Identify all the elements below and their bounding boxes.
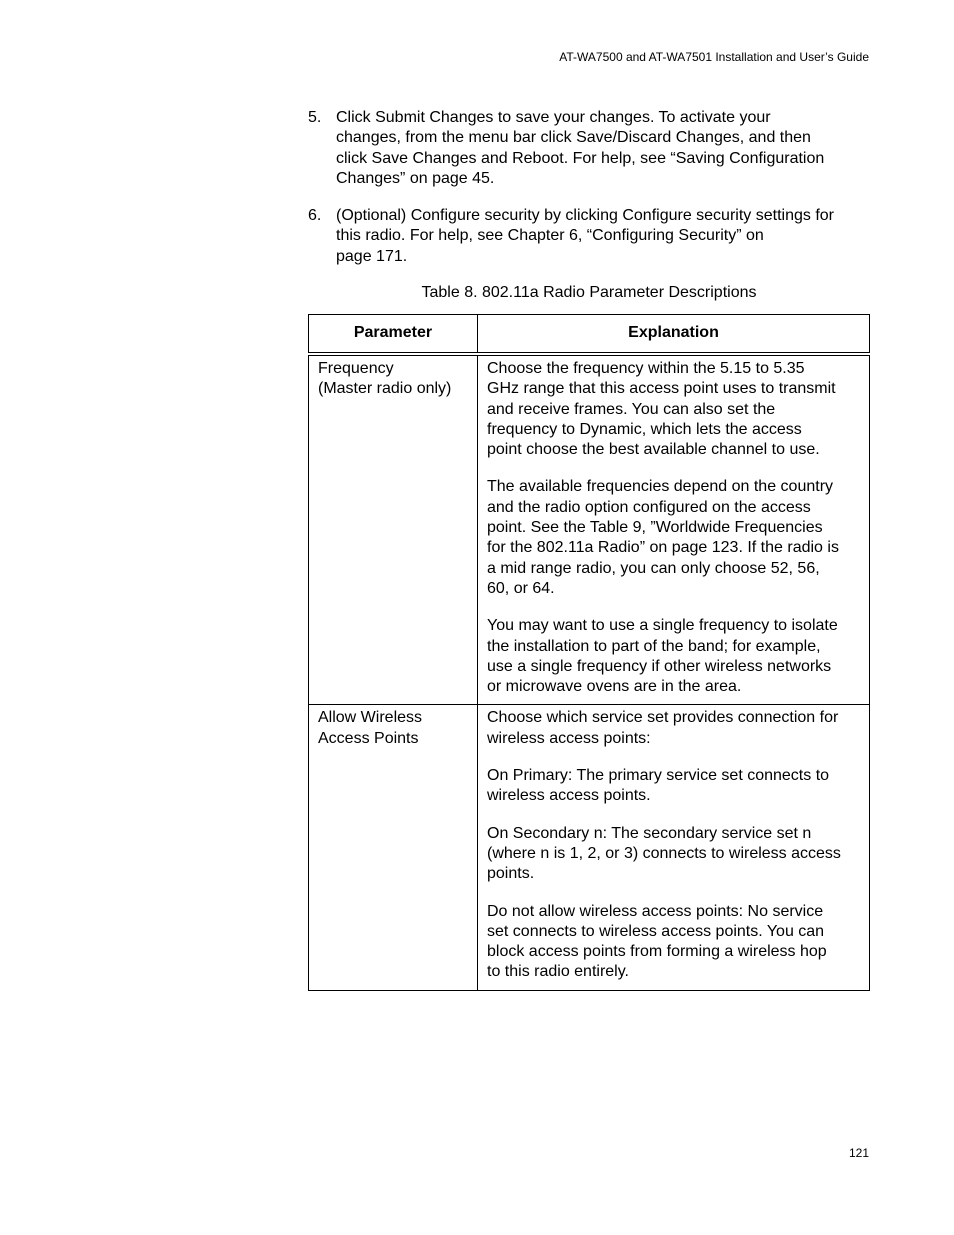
page-number: 121 (848, 1146, 869, 1160)
explanation-line: to this radio entirely. (487, 963, 629, 981)
table-caption: Table 8. 802.11a Radio Parameter Descriptions (421, 284, 757, 301)
explanation-line: block access points from forming a wireless hop (487, 943, 827, 961)
explanation-line: 60, or 64. (487, 579, 555, 597)
explanation-line: and receive frames. You can also set the (487, 400, 776, 418)
explanation-line: wireless access points. (487, 787, 651, 805)
parameter-cell (309, 705, 478, 990)
step-6 (308, 206, 874, 267)
explanation-cell (478, 354, 870, 705)
explanation-line: and the radio option configured on the access (487, 498, 811, 516)
explanation-line: point. See the Table 9, ”Worldwide Frequencies (487, 519, 823, 537)
parameter-cell (309, 354, 478, 705)
explanation-line: use a single frequency if other wireless networks (487, 657, 832, 675)
parameter-line: Frequency (318, 360, 394, 377)
step-line: Changes” on page 45. (336, 169, 495, 187)
running-header: AT-WA7500 and AT-WA7501 Installation and User’s Guide (559, 50, 869, 64)
step-line: Click Submit Changes to save your changes. To activate your (336, 109, 771, 126)
step-number: 6. (308, 207, 322, 225)
table-row (309, 705, 870, 990)
explanation-cell (478, 705, 870, 990)
explanation-line: wireless access points: (487, 729, 651, 747)
explanation-line: a mid range radio, you can only choose 52, 56, (487, 559, 820, 577)
step-line: this radio. For help, see Chapter 6, “Configuring Security” on (336, 227, 764, 245)
explanation-line: On Secondary n: The secondary service set n (487, 824, 812, 842)
explanation-line: point choose the best available channel to use. (487, 441, 820, 459)
step-5 (308, 108, 874, 189)
explanation-line: or microwave ovens are in the area. (487, 678, 742, 696)
explanation-line: GHz range that this access point uses to transmit (487, 380, 836, 398)
explanation-paragraph (487, 824, 861, 885)
explanation-line: The available frequencies depend on the country (487, 478, 834, 496)
explanation-line: Choose the frequency within the 5.15 to 5.35 (487, 360, 805, 377)
parameter-line: Access Points (318, 729, 419, 747)
explanation-paragraph (487, 616, 861, 697)
explanation-paragraph (487, 902, 861, 983)
explanation-line: On Primary: The primary service set connects to (487, 767, 830, 785)
step-line: click Save Changes and Reboot. For help, see “Saving Configuration (336, 149, 825, 167)
header-parameter: Parameter (309, 315, 478, 355)
explanation-line: set connects to wireless access points. You can (487, 922, 825, 940)
step-number: 5. (308, 109, 322, 126)
header-explanation: Explanation (478, 315, 870, 355)
explanation-line: points. (487, 865, 535, 883)
step-line: changes, from the menu bar click Save/Discard Changes, and then (336, 129, 811, 147)
parameter-line: Allow Wireless (318, 709, 423, 727)
explanation-line: You may want to use a single frequency to isolate (487, 617, 838, 635)
explanation-paragraph (487, 477, 861, 599)
step-line: (Optional) Configure security by clicking Configure security settings for (336, 207, 834, 225)
explanation-paragraph (487, 708, 861, 749)
explanation-paragraph (487, 766, 861, 807)
explanation-line: Choose which service set provides connection for (487, 709, 839, 727)
explanation-line: Do not allow wireless access points: No service (487, 902, 824, 920)
explanation-line: for the 802.11a Radio” on page 123. If the radio is (487, 539, 839, 557)
procedure-steps (308, 108, 874, 284)
explanation-line: frequency to Dynamic, which lets the access (487, 420, 802, 438)
table-header-row (309, 315, 870, 355)
explanation-line: (where n is 1, 2, or 3) connects to wireless access (487, 844, 841, 862)
explanation-line: the installation to part of the band; for example, (487, 637, 821, 655)
parameter-line: (Master radio only) (318, 380, 452, 398)
table-row (309, 354, 870, 705)
radio-parameter-table (308, 314, 870, 991)
step-line: page 171. (336, 247, 408, 265)
explanation-paragraph (487, 359, 861, 460)
